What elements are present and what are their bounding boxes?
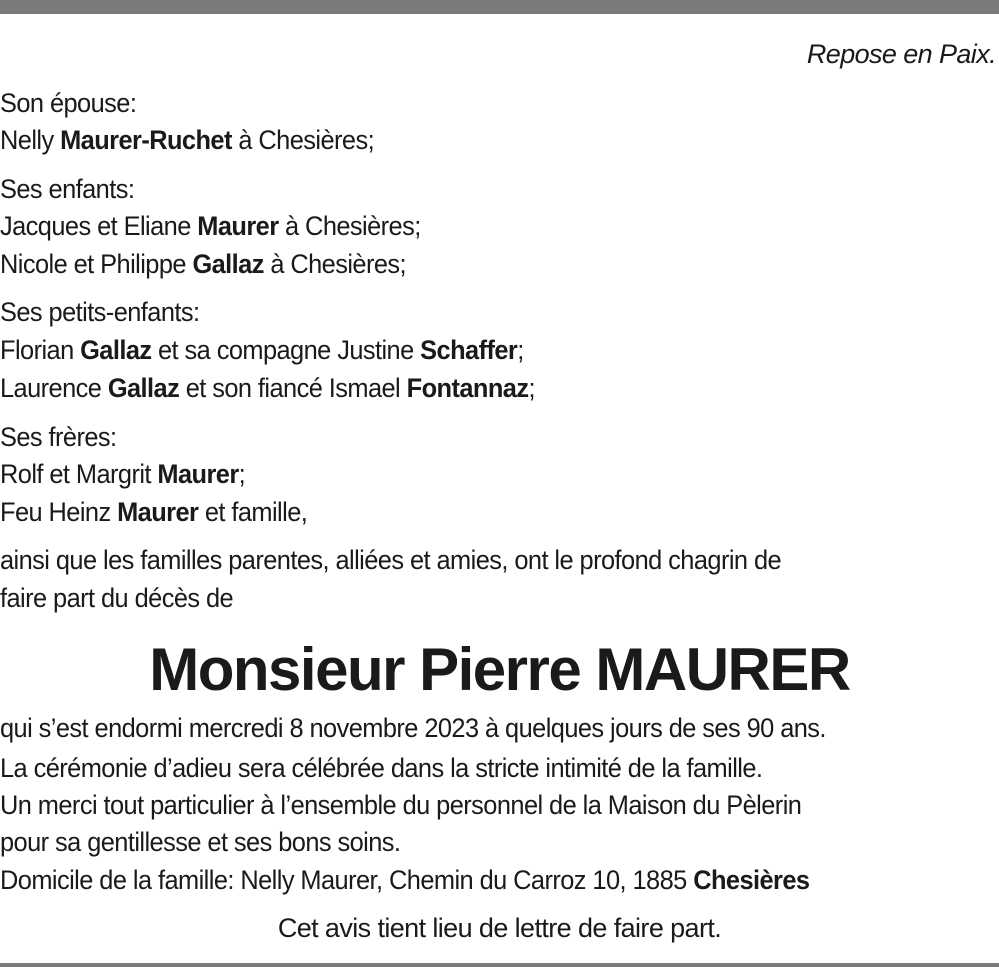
details-line: pour sa gentillesse et ses bons soins. [0,827,401,857]
brother-entry: Feu Heinz Maurer et famille, [0,497,308,527]
details-line: Un merci tout particulier à l’ensemble du personnel de la Maison du Pèlerin [0,790,802,820]
children-heading: Ses enfants: [0,174,135,204]
deceased-name: Monsieur Pierre MAURER [149,636,850,703]
bottom-rule [0,963,999,967]
details-line: qui s’est endormi mercredi 8 novembre 2023 à quelques jours de ses 90 ans. [0,713,826,743]
brothers-heading: Ses frères: [0,422,117,452]
grandchild-entry: Florian Gallaz et sa compagne Justine Schaffer; [0,335,524,365]
child-entry: Jacques et Eliane Maurer à Chesières; [0,211,421,241]
grandchild-entry: Laurence Gallaz et son fiancé Ismael Fontannaz; [0,373,535,403]
details-line: La cérémonie d’adieu sera célébrée dans la stricte intimité de la famille. [0,753,763,783]
closing-note: Cet avis tient lieu de lettre de faire part. [277,913,722,943]
announcement-line: ainsi que les familles parentes, alliées et amies, ont le profond chagrin de [0,545,782,575]
domicile-line: Domicile de la famille: Nelly Maurer, Chemin du Carroz 10, 1885 Chesières [0,865,810,895]
motto: Repose en Paix. [806,39,996,69]
spouse-entry: Nelly Maurer-Ruchet à Chesières; [0,125,375,155]
brother-entry: Rolf et Margrit Maurer; [0,459,246,489]
top-rule [0,0,999,14]
child-entry: Nicole et Philippe Gallaz à Chesières; [0,249,407,279]
grandchildren-heading: Ses petits-enfants: [0,297,200,327]
announcement-line: faire part du décès de [0,583,234,613]
spouse-heading: Son épouse: [0,88,137,118]
